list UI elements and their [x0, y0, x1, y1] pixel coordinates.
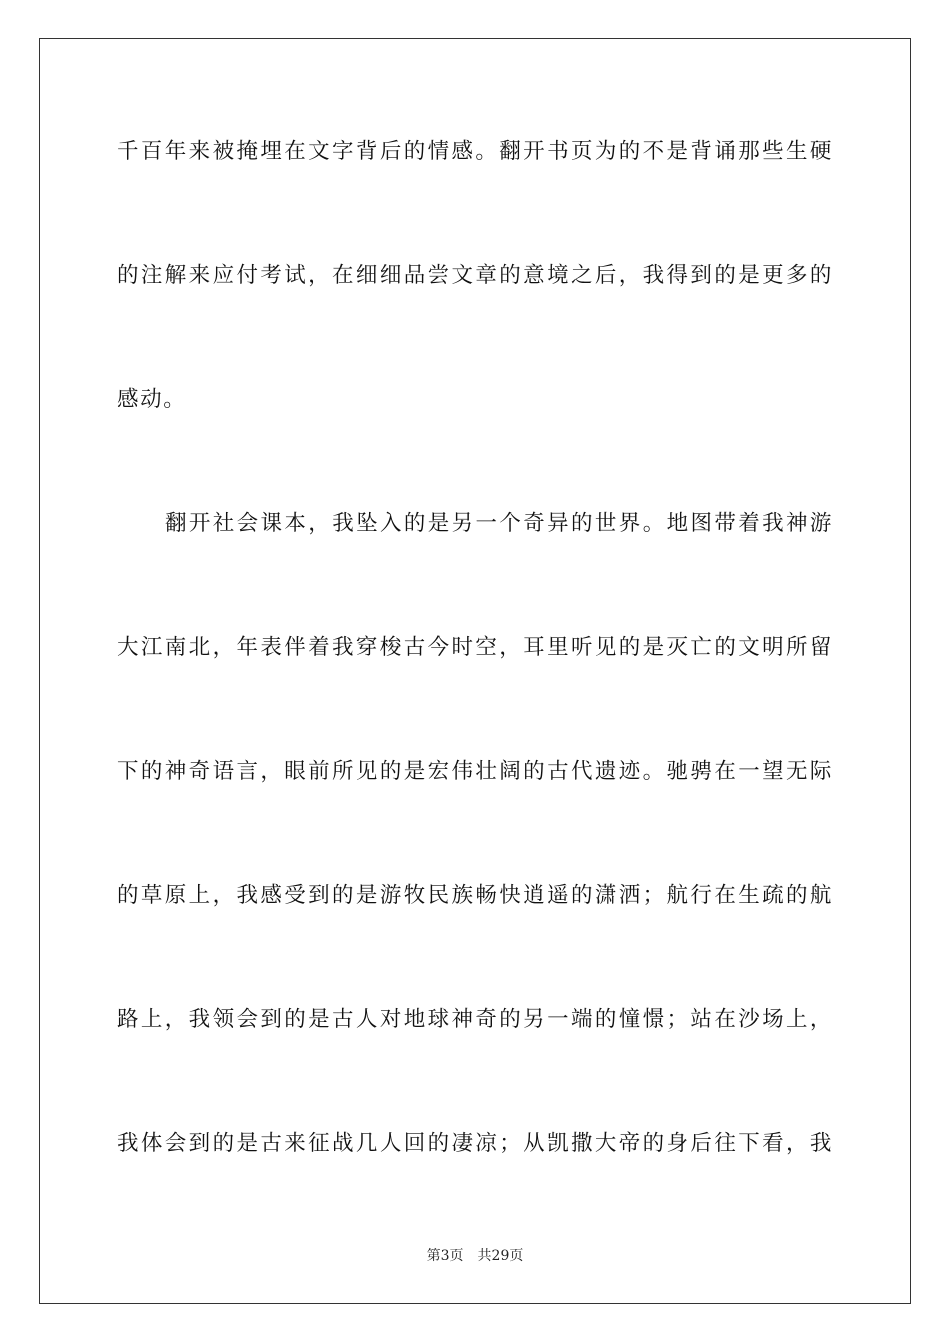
page-total: 共29页: [477, 1248, 524, 1264]
text-line-2: 的注解来应付考试，在细细品尝文章的意境之后，我得到的是更多的: [117, 263, 833, 288]
text-line-5: 大江南北，年表伴着我穿梭古今时空，耳里听见的是灭亡的文明所留: [117, 635, 833, 660]
page-number: 第3页: [426, 1248, 464, 1264]
page-border: [39, 38, 911, 1304]
text-line-3: 感动。: [117, 387, 187, 412]
page-footer: [0, 1246, 950, 1266]
text-line-8: 路上，我领会到的是古人对地球神奇的另一端的憧憬；站在沙场上，: [117, 1007, 833, 1032]
text-line-6: 下的神奇语言，眼前所见的是宏伟壮阔的古代遗迹。驰骋在一望无际: [117, 759, 833, 784]
text-line-9: 我体会到的是古来征战几人回的凄凉；从凯撒大帝的身后往下看，我: [117, 1131, 833, 1156]
text-line-7: 的草原上，我感受到的是游牧民族畅快逍遥的潇洒；航行在生疏的航: [117, 883, 833, 908]
text-line-4-paragraph-start: 翻开社会课本，我坠入的是另一个奇异的世界。地图带着我神游: [165, 511, 833, 536]
text-line-1: 千百年来被掩埋在文字背后的情感。翻开书页为的不是背诵那些生硬: [117, 139, 833, 164]
